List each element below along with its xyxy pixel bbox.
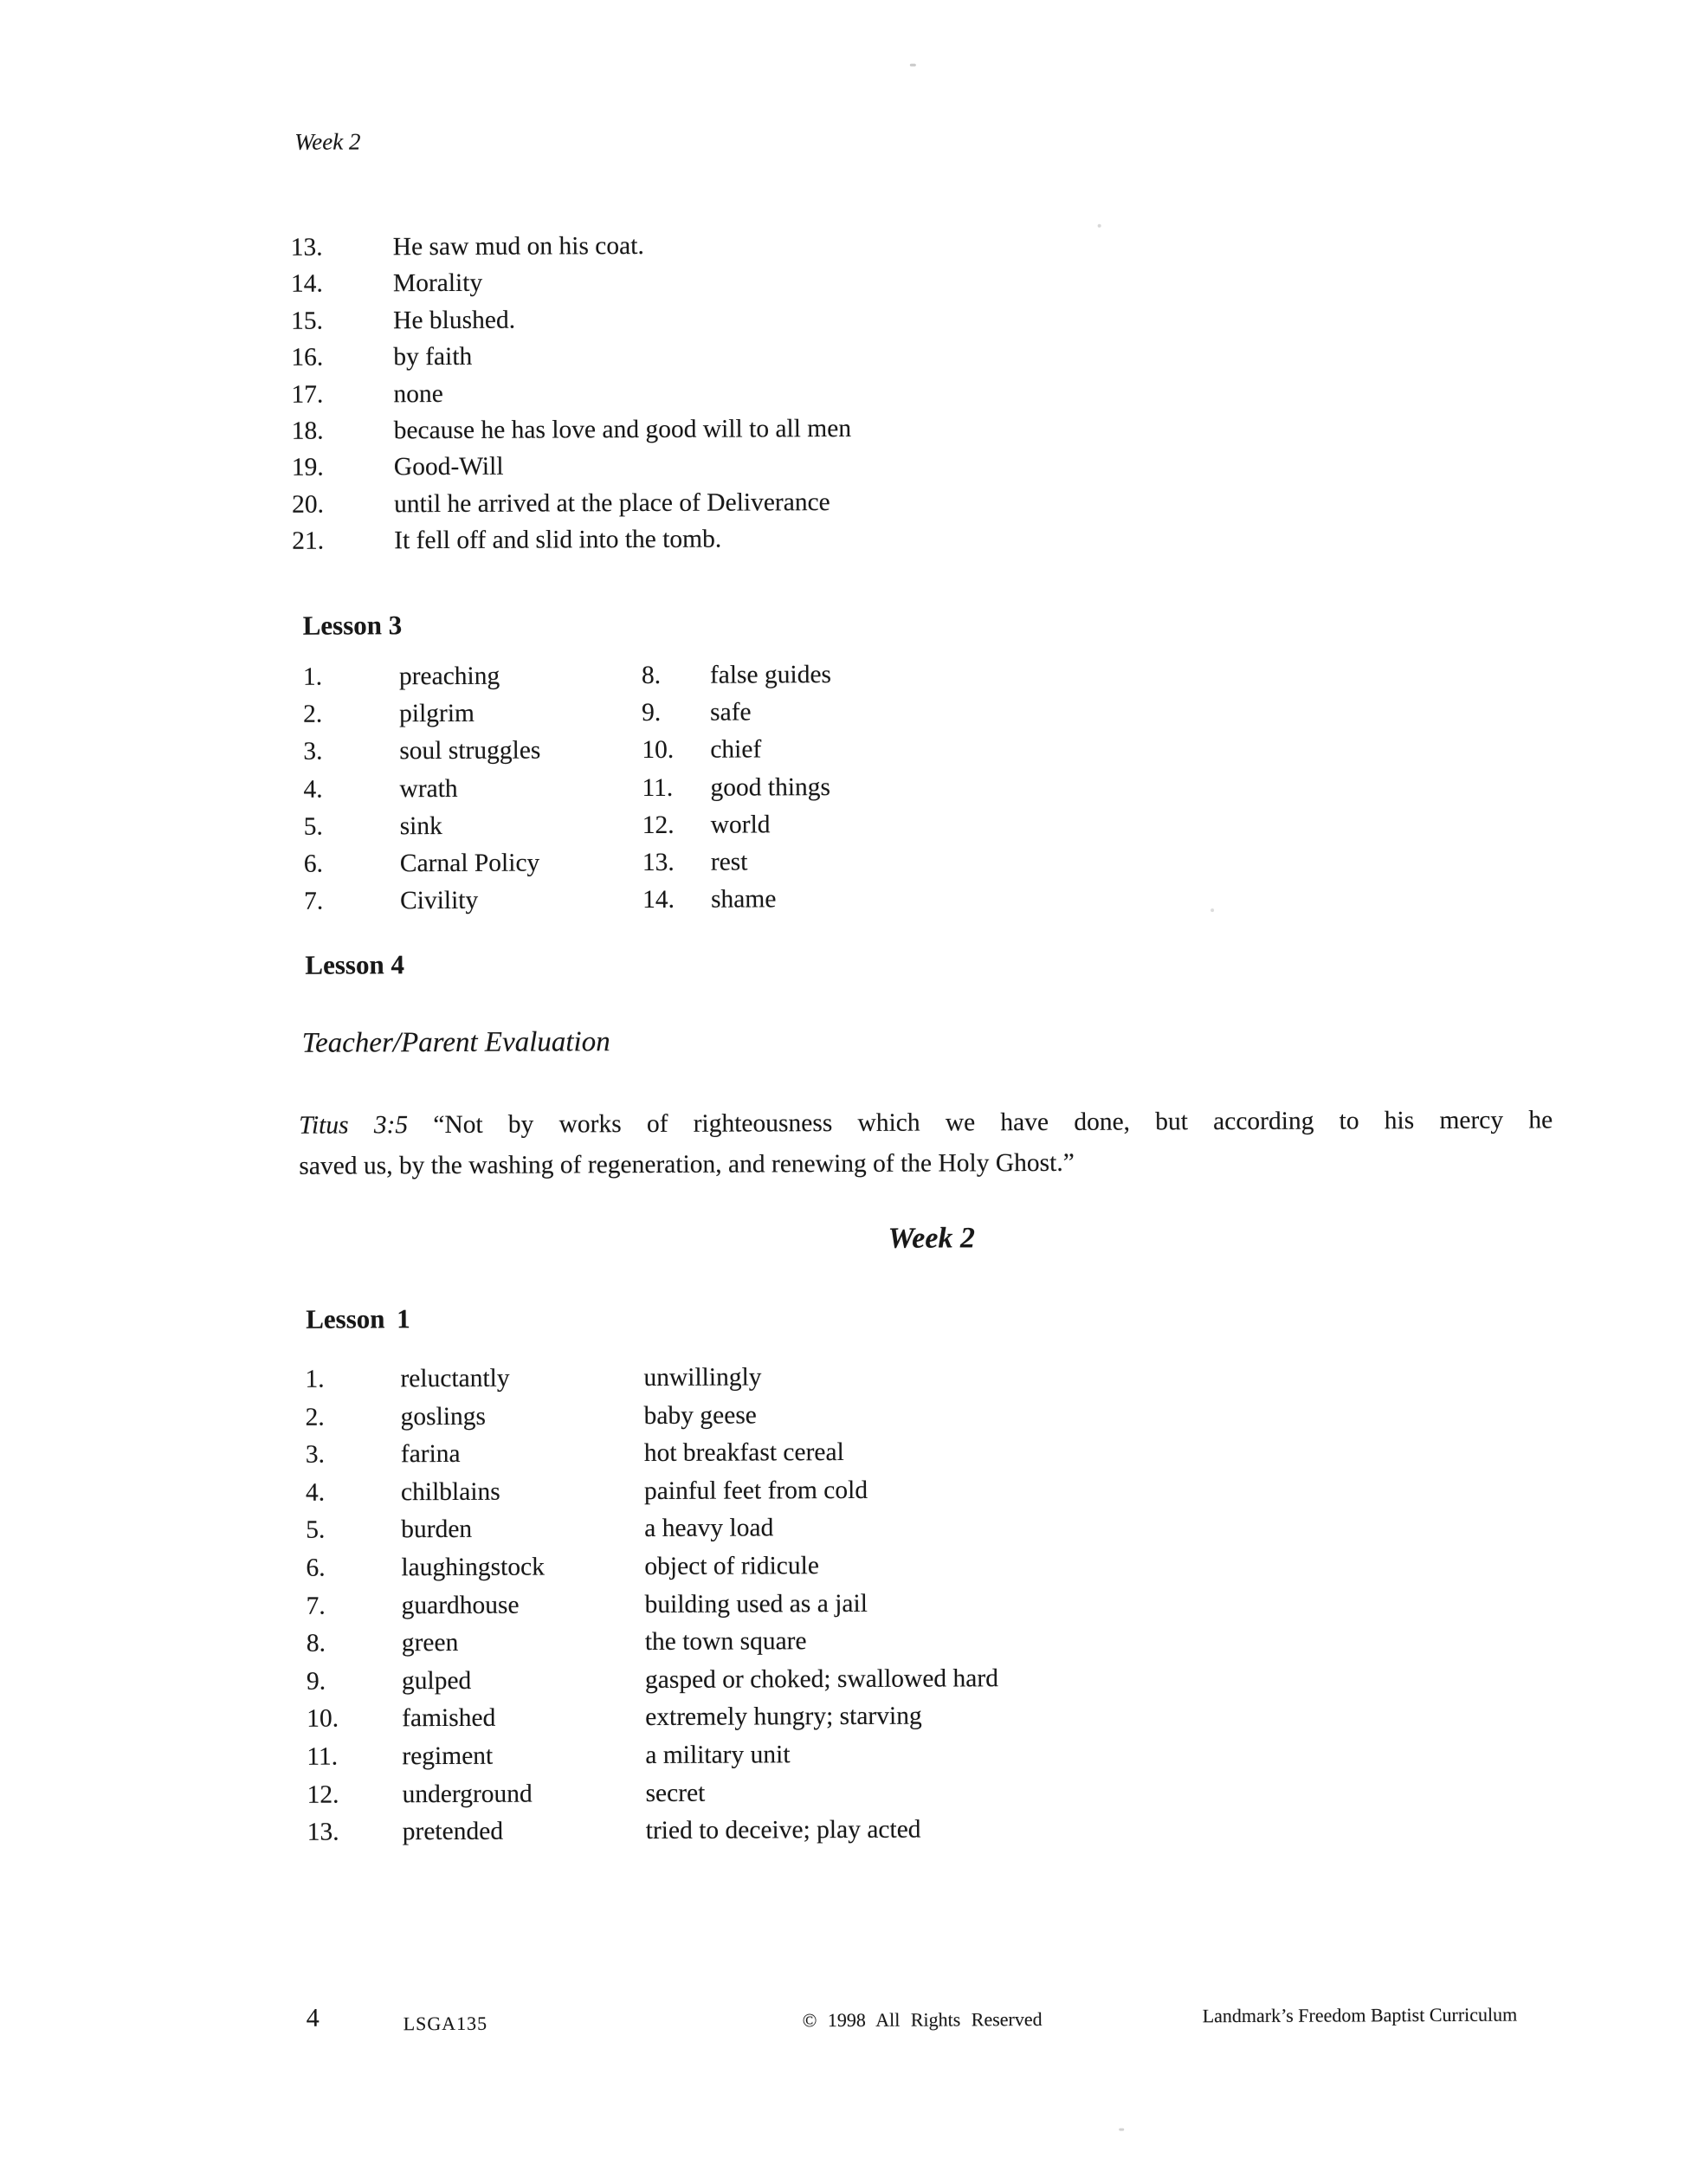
answer-number: 15. (291, 307, 324, 335)
vocab-row (307, 1811, 999, 1851)
answer-text: world (710, 811, 771, 839)
scripture-line-1 (299, 1100, 1553, 1146)
vocab-number: 4. (305, 1478, 326, 1507)
vocab-row (307, 1660, 998, 1701)
vocab-definition: painful feet from cold (643, 1476, 868, 1505)
answer-row (642, 881, 832, 919)
scripture-text-line1: “Not by works of righteousness which we have done, but according to his mercy he (433, 1106, 1553, 1140)
vocab-word: pretended (402, 1817, 504, 1846)
answer-text: because he has love and good will to all men (393, 414, 852, 445)
answer-number: 12. (642, 811, 675, 839)
scripture-quote (299, 1100, 1553, 1186)
vocab-word: guardhouse (401, 1591, 520, 1619)
answer-number: 13. (642, 848, 675, 877)
answer-text: shame (710, 885, 777, 914)
vocab-number: 11. (307, 1742, 339, 1771)
answer-number: 13. (290, 233, 323, 262)
vocab-row (306, 1585, 997, 1625)
answer-row (642, 656, 831, 695)
vocab-definition: building used as a jail (644, 1589, 868, 1619)
answer-number: 8. (641, 661, 662, 690)
answer-number: 7. (303, 887, 324, 915)
answer-text: wrath (399, 774, 458, 803)
vocab-word: farina (400, 1440, 461, 1469)
answer-text: pilgrim (399, 700, 475, 728)
vocab-number: 10. (307, 1704, 339, 1734)
lesson3-answers-column2 (642, 656, 832, 919)
vocab-word: underground (402, 1780, 533, 1808)
answer-number: 4. (303, 775, 323, 804)
answer-text: He saw mud on his coat. (392, 231, 644, 262)
answer-number: 9. (642, 699, 662, 727)
answer-row (292, 447, 852, 486)
vocab-row (306, 1396, 997, 1437)
vocab-definition: extremely hungry; starving (645, 1702, 922, 1732)
vocab-number: 5. (306, 1515, 326, 1545)
answer-text: It fell off and slid into the tomb. (394, 525, 722, 555)
lesson4-heading: Lesson 4 (305, 949, 405, 980)
vocab-row (307, 1774, 998, 1814)
copyright-notice: © 1998 All Rights Reserved (802, 2008, 1043, 2032)
vocab-word: famished (402, 1704, 496, 1733)
answer-row (642, 806, 832, 844)
answer-number: 3. (303, 738, 323, 766)
answer-text: soul struggles (399, 736, 541, 766)
vocab-number: 12. (307, 1780, 339, 1809)
scan-speck (1210, 908, 1214, 912)
answer-text: false guides (709, 661, 832, 689)
vocab-definition: unwillingly (643, 1363, 762, 1392)
vocab-row (306, 1433, 997, 1474)
answer-number: 11. (642, 773, 674, 802)
scan-speck (910, 64, 916, 67)
vocab-word: reluctantly (400, 1364, 510, 1393)
scan-speck (1098, 224, 1101, 228)
answer-text: good things (710, 772, 831, 802)
answer-text: Good-Will (393, 453, 504, 481)
answer-text: Civility (399, 887, 479, 915)
answer-number: 10. (642, 736, 675, 765)
answer-row (304, 845, 541, 883)
answer-row (642, 731, 831, 769)
vocab-definition: secret (645, 1779, 706, 1807)
answer-number: 5. (303, 812, 323, 841)
answer-number: 18. (291, 417, 324, 445)
vocab-word: goslings (400, 1402, 487, 1431)
vocab-definition: gasped or choked; swallowed hard (644, 1664, 999, 1694)
answer-text: chief (710, 735, 762, 765)
scan-speck (1119, 2129, 1124, 2131)
scripture-reference: Titus 3:5 (299, 1111, 409, 1140)
answer-row (303, 695, 540, 733)
vocab-row (307, 1735, 998, 1776)
vocab-word: burden (401, 1515, 473, 1544)
publisher-name: Landmark’s Freedom Baptist Curriculum (1202, 2003, 1518, 2027)
answer-text: by faith (393, 343, 473, 372)
answer-row (292, 484, 852, 523)
answer-row (292, 520, 852, 559)
vocab-row (305, 1358, 997, 1399)
answer-row (303, 770, 540, 808)
answer-row (642, 694, 831, 732)
answer-text: Carnal Policy (399, 849, 540, 878)
vocab-definition: hot breakfast cereal (643, 1438, 844, 1468)
answer-row (303, 658, 540, 696)
page-header-week-label: Week 2 (294, 128, 361, 155)
vocab-definition: a military unit (645, 1741, 791, 1769)
answer-row (642, 843, 832, 882)
vocab-number: 3. (305, 1440, 326, 1469)
answer-row (304, 807, 541, 845)
vocab-row (306, 1509, 997, 1550)
vocab-word: gulped (401, 1666, 472, 1695)
answer-row (304, 882, 541, 921)
answer-number: 14. (642, 886, 675, 914)
vocab-number: 8. (306, 1629, 326, 1657)
vocab-definition: object of ridicule (644, 1552, 819, 1580)
answer-number: 2. (303, 700, 323, 728)
vocab-word: regiment (402, 1741, 494, 1771)
vocab-number: 7. (306, 1592, 326, 1620)
answer-number: 16. (291, 343, 324, 372)
vocab-row (306, 1547, 997, 1587)
answer-row (291, 374, 851, 413)
vocab-row (307, 1622, 998, 1663)
answer-number: 17. (291, 380, 324, 409)
answer-row (291, 227, 851, 266)
week2-section-heading: Week 2 (888, 1222, 976, 1255)
vocab-number: 1. (305, 1365, 325, 1393)
answer-text: preaching (398, 662, 500, 691)
answer-row (642, 769, 831, 807)
answer-text: none (393, 379, 443, 408)
vocab-definition: the town square (644, 1627, 807, 1657)
answer-number: 20. (291, 490, 324, 519)
answer-row (291, 337, 851, 376)
answer-row (291, 300, 851, 339)
vocab-word: green (401, 1629, 459, 1657)
answer-number: 21. (292, 527, 325, 556)
week1-answer-list (291, 227, 852, 559)
vocab-row (307, 1698, 998, 1739)
curriculum-code: LSGA135 (403, 2012, 488, 2035)
answer-number: 14. (290, 270, 323, 299)
scripture-text-line2: saved us, by the washing of regeneration, and renewing of the Holy Ghost.” (299, 1148, 1075, 1180)
vocab-row (306, 1471, 997, 1512)
vocab-number: 13. (307, 1818, 339, 1846)
answer-text: rest (710, 848, 748, 876)
answer-number: 19. (291, 454, 324, 482)
lesson1-heading: Lesson 1 (306, 1303, 410, 1334)
answer-row (292, 410, 852, 449)
teacher-parent-evaluation-heading: Teacher/Parent Evaluation (301, 1026, 610, 1059)
lesson3-heading: Lesson 3 (302, 610, 403, 641)
answer-row (303, 733, 540, 771)
answer-row (291, 263, 851, 302)
lesson1-vocabulary-list (305, 1358, 998, 1851)
answer-text: He blushed. (393, 306, 516, 335)
answer-number: 1. (302, 662, 323, 691)
page-number: 4 (306, 2003, 320, 2032)
lesson3-answers-column1 (303, 658, 541, 921)
vocab-word: chilblains (400, 1477, 500, 1507)
vocab-number: 9. (306, 1667, 326, 1696)
answer-number: 6. (303, 850, 324, 878)
answer-text: sink (399, 811, 442, 841)
answer-text: safe (710, 698, 752, 727)
vocab-definition: tried to deceive; play acted (645, 1815, 921, 1845)
answer-text: Morality (392, 269, 483, 298)
vocab-definition: baby geese (643, 1401, 757, 1430)
vocab-number: 2. (305, 1403, 325, 1431)
vocab-definition: a heavy load (644, 1514, 774, 1543)
answer-text: until he arrived at the place of Deliverance (393, 488, 830, 519)
vocab-word: laughingstock (401, 1553, 545, 1582)
vocab-number: 6. (306, 1554, 326, 1582)
